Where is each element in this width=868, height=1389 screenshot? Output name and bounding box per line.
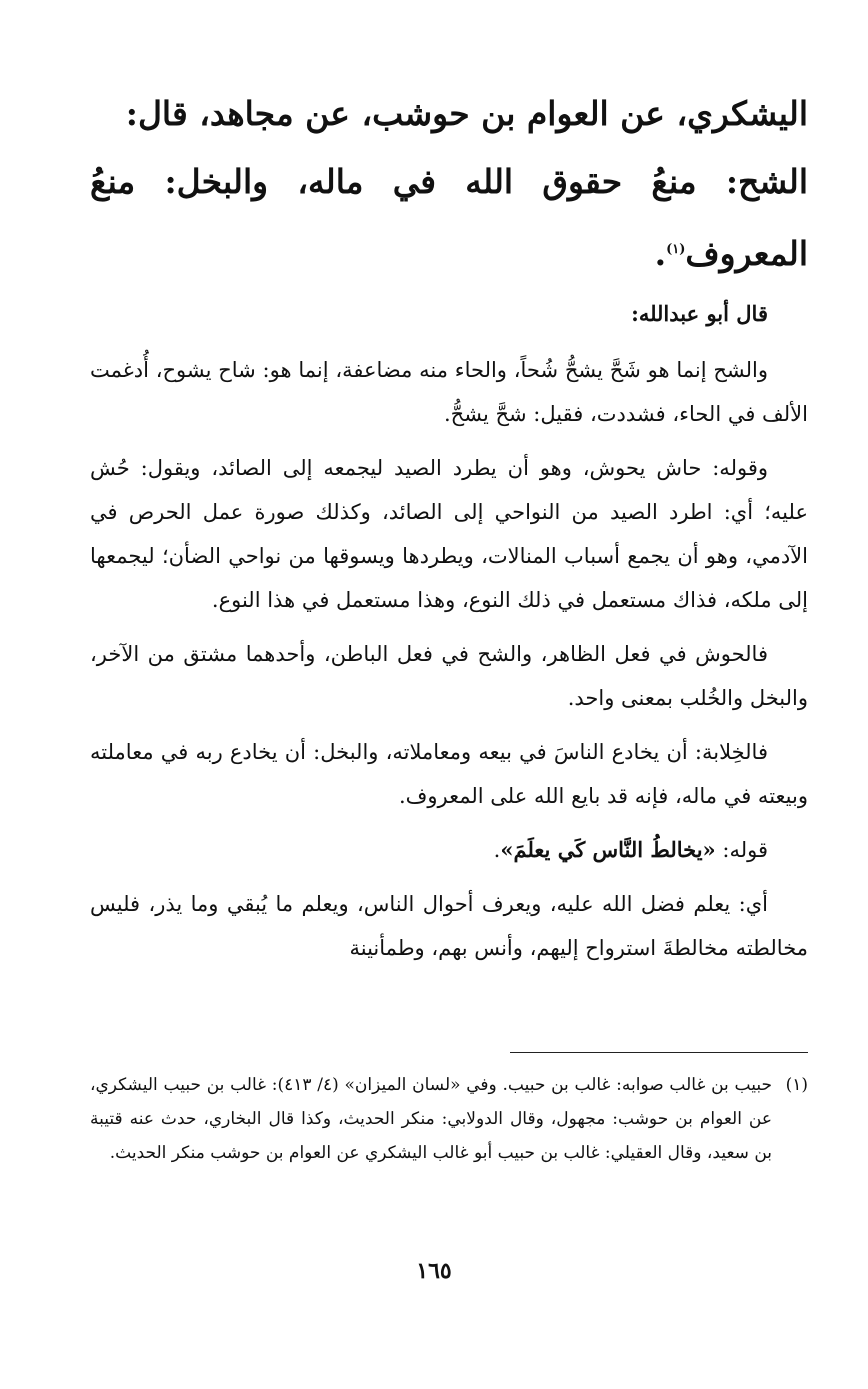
footnote-divider	[510, 1052, 808, 1053]
paragraph-3: فالحوش في فعل الظاهر، والشح في فعل الباطن، وأحدهما مشتق من الآخر، والبخل والخُلب بمعنى واحد.	[90, 642, 808, 710]
closing-paragraph: أي: يعلم فضل الله عليه، ويعرف أحوال الناس، ويعلم ما يُبقي وما يذر، فليس مخالطته مخالطةَ استرواح إليهم، وأنس بهم، وطمأنينة	[90, 892, 808, 960]
page-number: ١٦٥	[416, 1258, 452, 1284]
opening-text	[90, 80, 808, 288]
quote-line	[90, 828, 808, 872]
opening-line-2-end: .	[654, 234, 667, 273]
section-heading: قال أبو عبدالله:	[631, 301, 768, 326]
quote-text: «يخالطُ النَّاس كَي يعلَمَ»	[500, 837, 716, 862]
footnote-reference[interactable]: (١)	[666, 242, 686, 257]
footnotes	[90, 1068, 808, 1170]
opening-line-2: الشح: منعُ حقوق الله في ماله، والبخل: منعُ المعروف	[90, 162, 808, 273]
paragraph-1: والشح إنما هو شَحَّ يشحُّ شُحاً، والحاء منه مضاعفة، إنما هو: شاح يشوح، أُدغمت الألف في الحاء، فشددت، فقيل: شحَّ يشحُّ.	[90, 358, 808, 426]
paragraph-2: وقوله: حاش يحوش، وهو أن يطرد الصيد ليجمعه إلى الصائد، ويقول: حُش عليه؛ أي: اطرد الصيد من النواحي إلى الصائد، وكذلك صورة عمل الحرص في الآدمي، وهو أن يجمع أسباب المنالات، ويطردها ويسوقها من نواحي الضأن؛ ليجمعها إلى ملكه، فذاك مستعمل في ذلك النوع، وهذا مستعمل في هذا النوع.	[90, 456, 808, 612]
opening-line-1: اليشكري، عن العوام بن حوشب، عن مجاهد، قال:	[125, 94, 808, 133]
footnote-item	[90, 1068, 808, 1170]
footnote-number: (١)	[785, 1075, 808, 1095]
page-body	[90, 80, 808, 980]
footnote-text: حبيب بن غالب صوابه: غالب بن حبيب. وفي «لسان الميزان» (٤/ ٤١٣): غالب بن حبيب اليشكري، عن العوام بن حوشب: مجهول، وقال الدولابي: منكر الحديث، وكذا قال البخاري، حدث عنه قتيبة بن سعيد، وقال العقيلي: غالب بن حبيب أبو غالب اليشكري عن العوام بن حوشب منكر الحديث.	[90, 1075, 772, 1163]
quote-prefix: قوله:	[722, 838, 768, 862]
quote-suffix: .	[493, 838, 501, 862]
paragraph-4: فالخِلابة: أن يخادع الناسَ في بيعه ومعاملاته، والبخل: أن يخادع ربه في معاملته وبيعته في ماله، فإنه قد بايع الله على المعروف.	[90, 740, 808, 808]
